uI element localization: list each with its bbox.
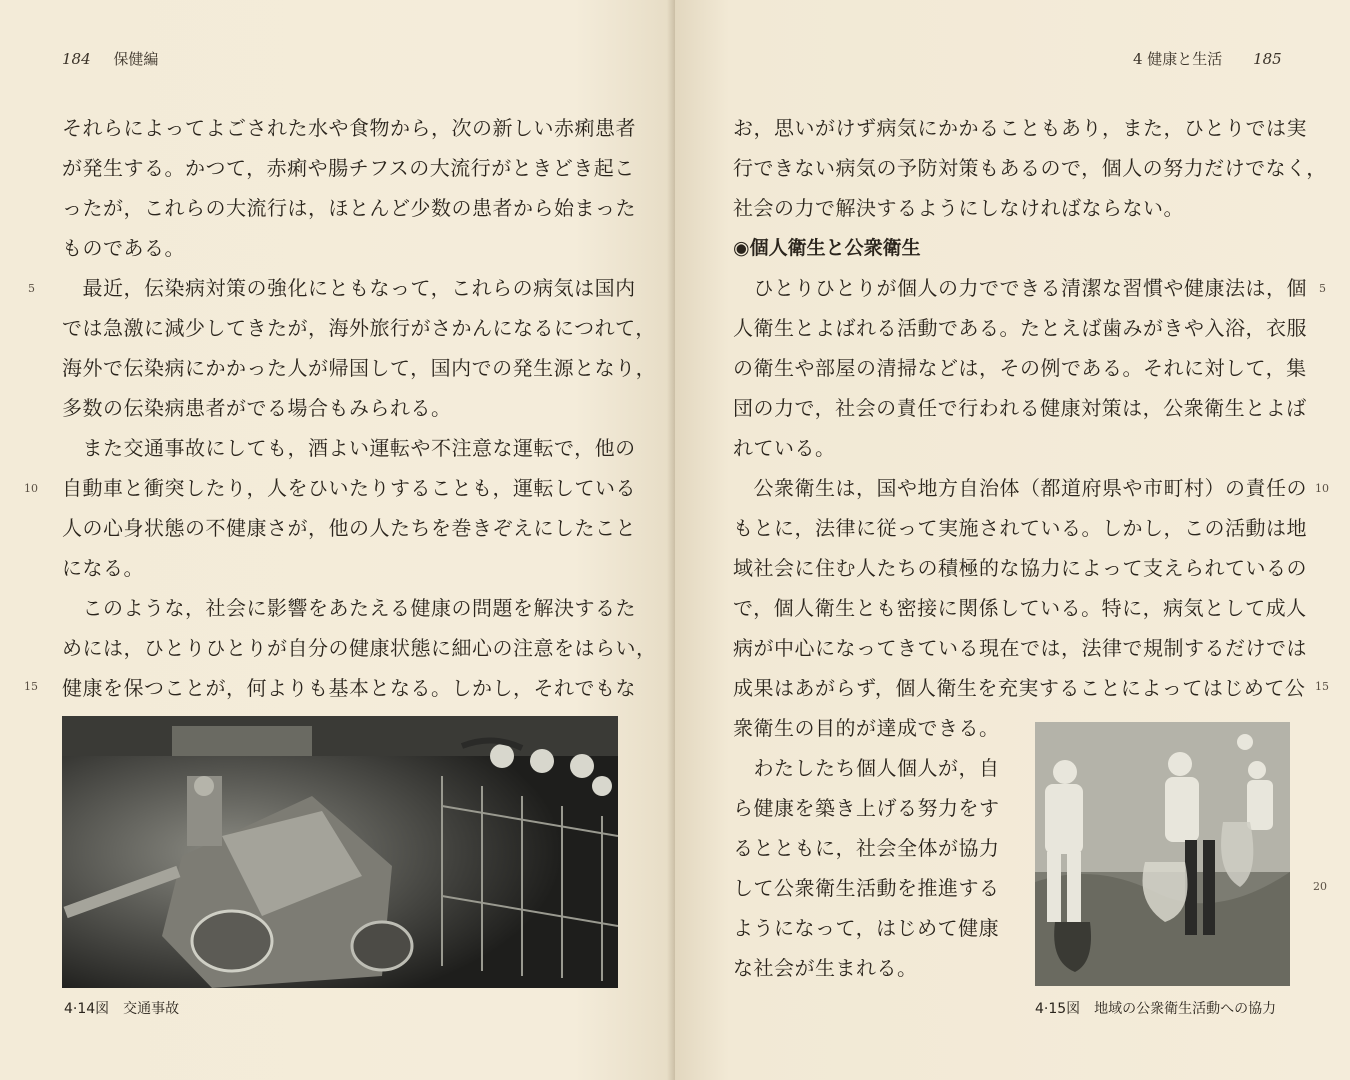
- traffic-accident-photo: [62, 716, 618, 988]
- line-number: 15: [24, 680, 38, 693]
- line-number: 5: [1319, 282, 1326, 295]
- paragraph: ひとりひとりが個人の力でできる清潔な習慣や健康法は，個 人衛生とよばれる活動である。たとえば歯みがきや入浴，衣服 の衛生や部屋の清掃などは，その例である。それに対して，集 団の力で，社会の責任で行われる健康対策は，公衆衛生とよば れている。: [733, 276, 1307, 460]
- page-number: 185: [1253, 50, 1282, 68]
- paragraph: それらによってよごされた水や食物から，次の新しい赤痢患者 が発生する。かつて，赤痢や腸チフスの大流行がときどき起こ ったが，これらの大流行は，ほとんど少数の患者から始まった ものである。: [62, 116, 636, 260]
- left-header: [62, 48, 158, 69]
- paragraph: わたしたち個人個人が，自 ら健康を築き上げる努力をす るとともに，社会全体が協力 して公衆衛生活動を推進する ようになって，はじめて健康 な社会が生まれる。: [733, 756, 1000, 980]
- paragraph: 最近，伝染病対策の強化にともなって，これらの病気は国内 では急激に減少してきたが，海外旅行がさかんになるにつれて， 海外で伝染病にかかった人が帰国して，国内での発生源となり， 多数の伝染病患者がでる場合もみられる。: [62, 276, 657, 420]
- figure-caption: 4·14図 交通事故: [64, 1001, 180, 1017]
- page-number: 184: [62, 50, 91, 68]
- right-page: [675, 0, 1350, 1080]
- line-number: 10: [24, 482, 38, 495]
- community-cleanup-photo: [1035, 722, 1290, 986]
- line-number: 15: [1315, 680, 1329, 693]
- paragraph: また交通事故にしても，酒よい運転や不注意な運転で，他の 自動車と衝突したり，人をひいたりすることも，運転している 人の心身状態の不健康さが，他の人たちを巻きぞえにしたこと になる。: [62, 436, 636, 580]
- right-header: [1133, 48, 1282, 69]
- line-number: 20: [1313, 880, 1327, 893]
- section-title: 保健編: [113, 50, 159, 68]
- figure-caption: 4·15図 地域の公衆衛生活動への協力: [1035, 1001, 1277, 1017]
- line-number: 10: [1315, 482, 1329, 495]
- line-number: 5: [28, 282, 35, 295]
- cleanup-photo-illustration: [1035, 722, 1290, 986]
- section-title: 4 健康と生活: [1133, 50, 1223, 68]
- paragraph: 公衆衛生は，国や地方自治体（都道府県や市町村）の責任の もとに，法律に従って実施されている。しかし，この活動は地 域社会に住む人たちの積極的な協力によって支えられているの で，個人衛生とも密接に関係している。特に，病気として成人 病が中心になってきている現在では，法律で規制するだけでは 成果はあがらず，個人衛生を充実することによってはじめて公 衆衛生の目的が達成できる。: [733, 476, 1307, 740]
- accident-photo-illustration: [62, 716, 618, 988]
- paragraph: お，思いがけず病気にかかることもあり，また，ひとりでは実 行できない病気の予防対策もあるので，個人の努力だけでなく， 社会の力で解決するようにしなければならない。: [733, 116, 1327, 220]
- paragraph: このような，社会に影響をあたえる健康の問題を解決するた めには，ひとりひとりが自分の健康状態に細心の注意をはらい， 健康を保つことが，何よりも基本となる。しかし，それでもな: [62, 596, 657, 700]
- section-heading: ◉個人衛生と公衆衛生: [733, 237, 921, 259]
